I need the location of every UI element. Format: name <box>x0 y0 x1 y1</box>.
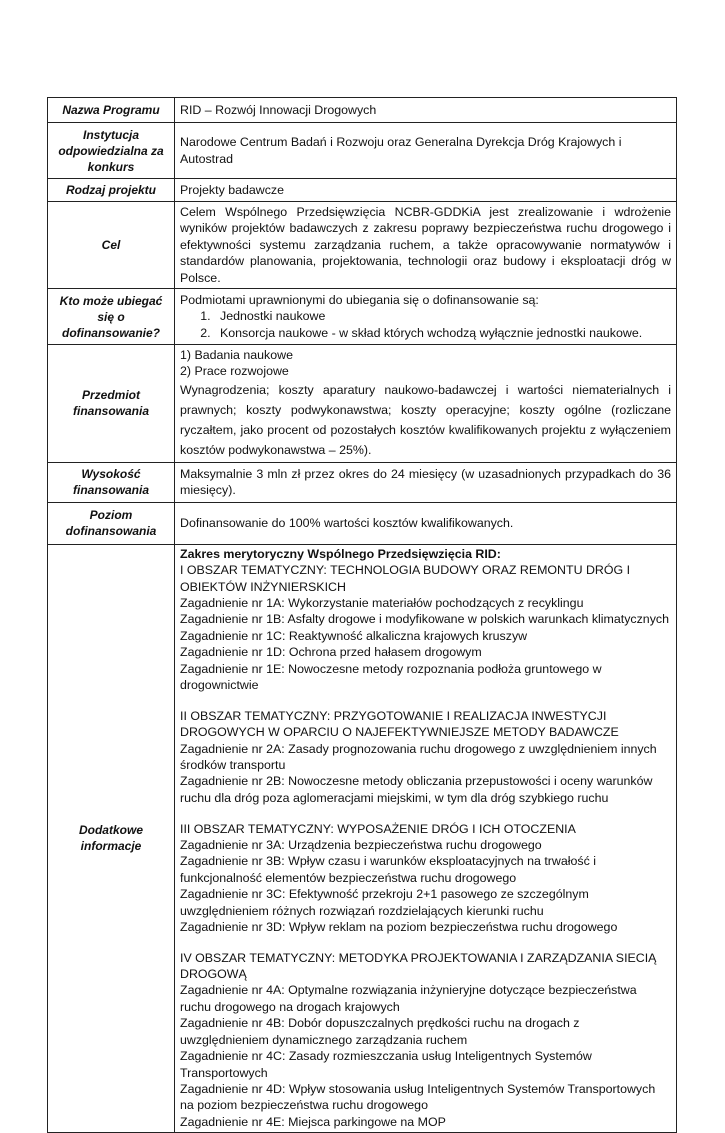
label-amount: Wysokość finansowania <box>48 462 175 502</box>
row-amount <box>48 462 677 502</box>
area-3-item: Zagadnienie nr 3B: Wpływ czasu i warunków eksploatacyjnych na trwałość i funkcjonalność elementów bezpieczeństwa ruchu drogowego <box>180 854 596 885</box>
value-program: RID – Rozwój Innowacji Drogowych <box>175 98 677 123</box>
extra-heading: Zakres merytoryczny Wspólnego Przedsięwzięcia RID: <box>180 546 501 561</box>
area-1-item: Zagadnienie nr 1C: Reaktywność alkaliczna krajowych kruszyw <box>180 628 528 643</box>
label-level: Poziom dofinansowania <box>48 502 175 544</box>
label-extra: Dodatkowe informacje <box>48 544 175 1132</box>
area-1-item: Zagadnienie nr 1E: Nowoczesne metody rozpoznania podłoża gruntowego w drogownictwie <box>180 661 602 693</box>
row-extra <box>48 544 677 1132</box>
subject-line-1: 1) Badania naukowe <box>180 348 293 363</box>
value-level: Dofinansowanie do 100% wartości kosztów kwalifikowanych. <box>175 502 677 544</box>
area-4-item: Zagadnienie nr 4B: Dobór dopuszczalnych prędkości ruchu na drogach z uwzględnieniem dynamicznego zarządzania ruchem <box>180 1016 580 1047</box>
area-4-item: Zagadnienie nr 4C: Zasady rozmieszczania usług Inteligentnych Systemów Transportowych <box>180 1049 592 1080</box>
value-goal: Celem Wspólnego Przedsięwzięcia NCBR-GDDKiA jest zrealizowanie i wdrożenie wyników projektów badawczych z zakresu poprawy bezpieczeństwa ruchu drogowego i efektywności systemu zarządzania ruchem, a także opracowywanie normatywów i standardów planowania, projektowania, technologii oraz budowy i eksploatacji dróg w Polsce. <box>175 202 677 289</box>
label-institution: Instytucja odpowiedzialna za konkurs <box>48 123 175 179</box>
area-1-item: Zagadnienie nr 1B: Asfalty drogowe i modyfikowane w polskich warunkach klimatycznych <box>180 612 669 627</box>
area-4-title: IV OBSZAR TEMATYCZNY: METODYKA PROJEKTOWANIA I ZARZĄDZANIA SIECIĄ DROGOWĄ <box>180 950 657 982</box>
spacer <box>180 806 671 820</box>
spacer <box>180 935 671 949</box>
eligible-item: 2. Konsorcja naukowe - w skład których wchodzą wyłącznie jednostki naukowe. <box>214 325 671 341</box>
eligible-intro: Podmiotami uprawnionymi do ubiegania się o dofinansowanie są: <box>180 292 539 307</box>
row-eligible <box>48 289 677 345</box>
label-program: Nazwa Programu <box>48 98 175 123</box>
spacer <box>180 694 671 708</box>
row-project-type <box>48 179 677 202</box>
area-4-item: Zagadnienie nr 4E: Miejsca parkingowe na MOP <box>180 1114 446 1129</box>
area-3-item: Zagadnienie nr 3D: Wpływ reklam na poziom bezpieczeństwa ruchu drogowego <box>180 919 618 934</box>
row-level <box>48 502 677 544</box>
area-2-item: Zagadnienie nr 2A: Zasady prognozowania ruchu drogowego z uwzględnieniem innych środków transportu <box>180 741 657 773</box>
value-project-type: Projekty badawcze <box>175 179 677 202</box>
program-info-table <box>47 97 677 1133</box>
area-4-item: Zagadnienie nr 4D: Wpływ stosowania usług Inteligentnych Systemów Transportowych na poziom bezpieczeństwa ruchu drogowego <box>180 1081 656 1113</box>
eligible-item: 1. Jednostki naukowe <box>214 308 671 324</box>
row-subject <box>48 345 677 463</box>
area-4-item: Zagadnienie nr 4A: Optymalne rozwiązania inżynieryjne dotyczące bezpieczeństwa ruchu drogowego na drogach krajowych <box>180 983 637 1014</box>
area-3-item: Zagadnienie nr 3A: Urządzenia bezpieczeństwa ruchu drogowego <box>180 837 542 852</box>
row-goal <box>48 202 677 289</box>
row-program <box>48 98 677 123</box>
label-goal: Cel <box>48 202 175 289</box>
value-extra <box>175 544 677 1132</box>
value-eligible <box>175 289 677 345</box>
subject-text: Wynagrodzenia; koszty aparatury naukowo-badawczej i wartości niematerialnych i prawnych; koszty podwykonawstwa; koszty operacyjne; koszty ogólne (rozliczane ryczałtem, jako procent od pozostałych kosztów kwalifikowanych projektu z wyłączeniem kosztów podwykonawstwa – 25%). <box>180 382 671 457</box>
value-amount: Maksymalnie 3 mln zł przez okres do 24 miesięcy (w uzasadnionych przypadkach do 36 miesięcy). <box>175 462 677 502</box>
eligible-list <box>180 308 671 341</box>
row-institution <box>48 123 677 179</box>
area-1-title: I OBSZAR TEMATYCZNY: TECHNOLOGIA BUDOWY ORAZ REMONTU DRÓG I OBIEKTÓW INŻYNIERSKICH <box>180 563 631 594</box>
area-1-item: Zagadnienie nr 1D: Ochrona przed hałasem drogowym <box>180 645 482 660</box>
area-2-title: II OBSZAR TEMATYCZNY: PRZYGOTOWANIE I REALIZACJA INWESTYCJI DROGOWYCH W OPARCIU O NAJEFEKTYWNIEJSZE METODY BADAWCZE <box>180 708 619 740</box>
area-2-item: Zagadnienie nr 2B: Nowoczesne metody obliczania przepustowości i oceny warunków ruchu dla dróg poza aglomeracjami miejskimi, w tym dla dróg szybkiego ruchu <box>180 774 653 805</box>
area-3-title: III OBSZAR TEMATYCZNY: WYPOSAŻENIE DRÓG I ICH OTOCZENIA <box>180 821 576 836</box>
area-3-item: Zagadnienie nr 3C: Efektywność przekroju 2+1 pasowego ze szczególnym uwzględnieniem różnych rozwiązań rozdzielających kierunki ruchu <box>180 887 589 918</box>
label-project-type: Rodzaj projektu <box>48 179 175 202</box>
area-1-item: Zagadnienie nr 1A: Wykorzystanie materiałów pochodzących z recyklingu <box>180 596 584 611</box>
value-subject <box>175 345 677 463</box>
label-eligible: Kto może ubiegać się o dofinansowanie? <box>48 289 175 345</box>
label-subject: Przedmiot finansowania <box>48 345 175 463</box>
subject-line-2: 2) Prace rozwojowe <box>180 364 289 379</box>
value-institution: Narodowe Centrum Badań i Rozwoju oraz Generalna Dyrekcja Dróg Krajowych i Autostrad <box>175 123 677 179</box>
